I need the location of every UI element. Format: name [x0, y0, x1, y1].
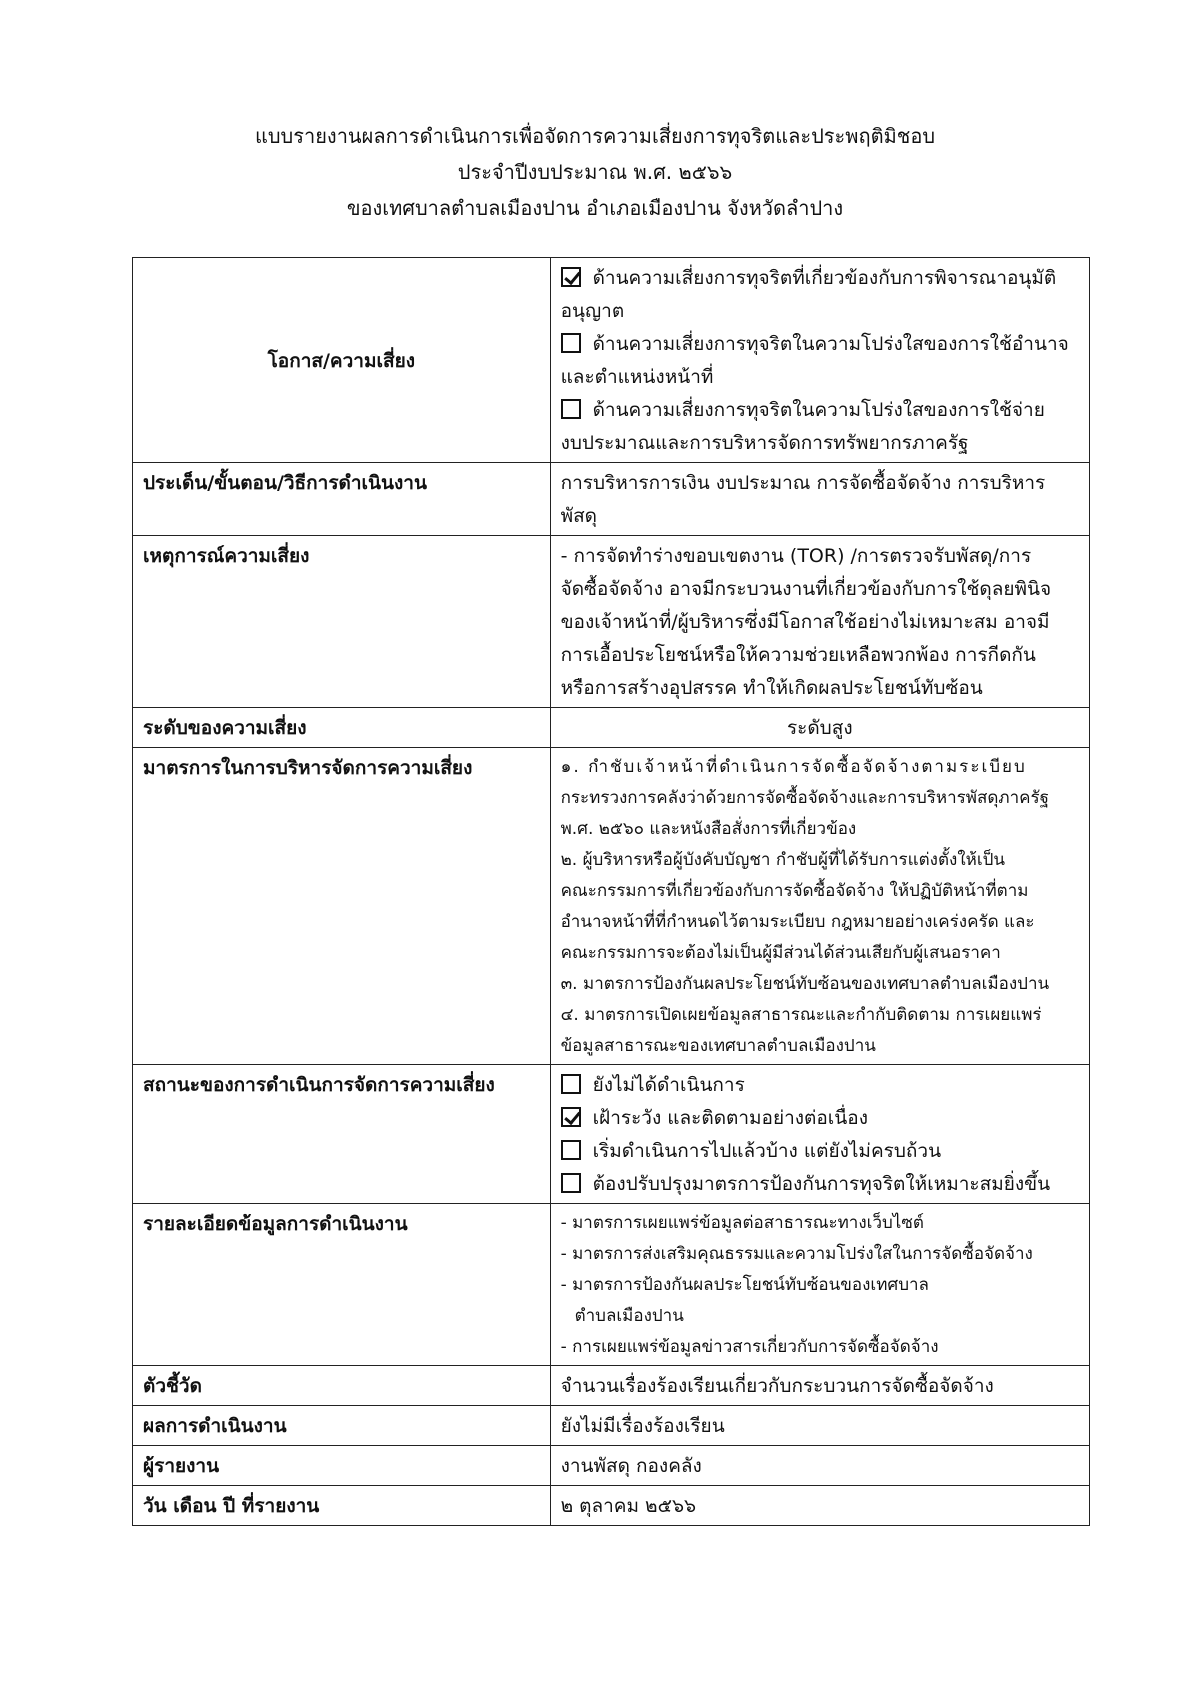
label-opportunity: โอกาส/ความเสี่ยง [133, 258, 551, 463]
value-result: ยังไม่มีเรื่องร้องเรียน [550, 1406, 1089, 1446]
report-table [132, 257, 1090, 1526]
risk-option-2-cont: และตำแหน่งหน้าที่ [560, 366, 714, 388]
row-measures [133, 748, 1090, 1065]
row-status [133, 1065, 1090, 1204]
label-date: วัน เดือน ปี ที่รายงาน [133, 1486, 551, 1526]
value-reporter: งานพัสดุ กองคลัง [550, 1446, 1089, 1486]
label-status: สถานะของการดำเนินการจัดการความเสี่ยง [133, 1065, 551, 1204]
value-process: การบริหารการเงิน งบประมาณ การจัดซื้อจัดจ้าง การบริหาร พัสดุ [550, 463, 1089, 536]
risk-option-1: ด้านความเสี่ยงการทุจริตที่เกี่ยวข้องกับการพิจารณาอนุมัติ [561, 262, 1079, 295]
risk-option-2: ด้านความเสี่ยงการทุจริตในความโปร่งใสของการใช้อำนาจ [561, 328, 1079, 361]
value-measures: ๑. กำชับเจ้าหน้าที่ดำเนินการจัดซื้อจัดจ้างตามระเบียบ กระทรวงการคลังว่าด้วยการจัดซื้อจัดจ้างและการบริหารพัสดุภาครัฐ พ.ศ. ๒๕๖๐ และหนังสือสั่งการที่เกี่ยวข้อง ๒. ผู้บริหารหรือผู้บังคับบัญชา กำชับผู้ที่ได้รับการแต่งตั้งให้เป็น คณะกรรมการที่เกี่ยวข้องกับการจัดซื้อจัดจ้าง ให้ปฏิบัติหน้าที่ตาม อำนาจหน้าที่ที่กำหนดไว้ตามระเบียบ กฎหมายอย่างเคร่งครัด และ คณะกรรมการจะต้องไม่เป็นผู้มีส่วนได้ส่วนเสียกับผู้เสนอราคา ๓. มาตรการป้องกันผลประโยชน์ทับซ้อนของเทศบาลตำบลเมืองปาน ๔. มาตรการเปิดเผยข้อมูลสาธารณะและกำกับติดตาม การเผยแพร่ ข้อมูลสาธารณะของเทศบาลตำบลเมืองปาน [550, 748, 1089, 1065]
risk-option-1-cont: อนุญาต [560, 300, 625, 322]
value-level: ระดับสูง [550, 708, 1089, 748]
value-details: - มาตรการเผยแพร่ข้อมูลต่อสาธารณะทางเว็บไซต์ - มาตรการส่งเสริมคุณธรรมและความโปร่งใสในการจัดซื้อจัดจ้าง - มาตรการป้องกันผลประโยชน์ทับซ้อนของเทศบาล ตำบลเมืองปาน - การเผยแพร่ข้อมูลข่าวสารเกี่ยวกับการจัดซื้อจัดจ้าง [550, 1204, 1089, 1366]
value-opportunity [550, 258, 1089, 463]
checkbox-checked-icon[interactable] [561, 1107, 581, 1127]
row-reporter [133, 1446, 1090, 1486]
checkbox-empty-icon[interactable] [561, 1074, 581, 1094]
header-title: แบบรายงานผลการดำเนินการเพื่อจัดการความเสี่ยงการทุจริตและประพฤติมิชอบ [254, 124, 936, 148]
header-fiscal-year: ประจำปีงบประมาณ พ.ศ. ๒๕๖๖ [457, 160, 733, 184]
row-process [133, 463, 1090, 536]
checkbox-empty-icon[interactable] [561, 399, 581, 419]
label-level: ระดับของความเสี่ยง [133, 708, 551, 748]
risk-option-3: ด้านความเสี่ยงการทุจริตในความโปร่งใสของการใช้จ่าย [561, 394, 1079, 427]
status-option-3: เริ่มดำเนินการไปแล้วบ้าง แต่ยังไม่ครบถ้วน [561, 1135, 1079, 1168]
value-status [550, 1065, 1089, 1204]
status-option-4: ต้องปรับปรุงมาตรการป้องกันการทุจริตให้เหมาะสมยิ่งขึ้น [561, 1168, 1079, 1201]
label-reporter: ผู้รายงาน [133, 1446, 551, 1486]
risk-option-3-cont: งบประมาณและการบริหารจัดการทรัพยากรภาครัฐ [560, 432, 969, 454]
label-event: เหตุการณ์ความเสี่ยง [133, 536, 551, 708]
value-date: ๒ ตุลาคม ๒๕๖๖ [550, 1486, 1089, 1526]
value-indicator: จำนวนเรื่องร้องเรียนเกี่ยวกับกระบวนการจัดซื้อจัดจ้าง [550, 1366, 1089, 1406]
header-organization: ของเทศบาลตำบลเมืองปาน อำเภอเมืองปาน จังหวัดลำปาง [346, 196, 844, 220]
label-measures: มาตรการในการบริหารจัดการความเสี่ยง [133, 748, 551, 1065]
value-event: - การจัดทำร่างขอบเขตงาน (TOR) /การตรวจรับพัสดุ/การ จัดซื้อจัดจ้าง อาจมีกระบวนงานที่เกี่ยวข้องกับการใช้ดุลยพินิจ ของเจ้าหน้าที่/ผู้บริหารซึ่งมีโอกาสใช้อย่างไม่เหมาะสม อาจมี การเอื้อประโยชน์หรือให้ความช่วยเหลือพวกพ้อง การกีดกัน หรือการสร้างอุปสรรค ทำให้เกิดผลประโยชน์ทับซ้อน [550, 536, 1089, 708]
checkbox-empty-icon[interactable] [561, 333, 581, 353]
row-level [133, 708, 1090, 748]
status-option-1: ยังไม่ได้ดำเนินการ [561, 1069, 1079, 1102]
row-date [133, 1486, 1090, 1526]
label-indicator: ตัวชี้วัด [133, 1366, 551, 1406]
row-indicator [133, 1366, 1090, 1406]
label-details: รายละเอียดข้อมูลการดำเนินงาน [133, 1204, 551, 1366]
label-result: ผลการดำเนินงาน [133, 1406, 551, 1446]
checkbox-empty-icon[interactable] [561, 1140, 581, 1160]
row-event [133, 536, 1090, 708]
status-option-2: เฝ้าระวัง และติดตามอย่างต่อเนื่อง [561, 1102, 1079, 1135]
document-header [0, 118, 1190, 226]
label-process: ประเด็น/ขั้นตอน/วิธีการดำเนินงาน [133, 463, 551, 536]
checkbox-checked-icon[interactable] [561, 267, 581, 287]
row-result [133, 1406, 1090, 1446]
row-opportunity [133, 258, 1090, 463]
row-details [133, 1204, 1090, 1366]
checkbox-empty-icon[interactable] [561, 1173, 581, 1193]
